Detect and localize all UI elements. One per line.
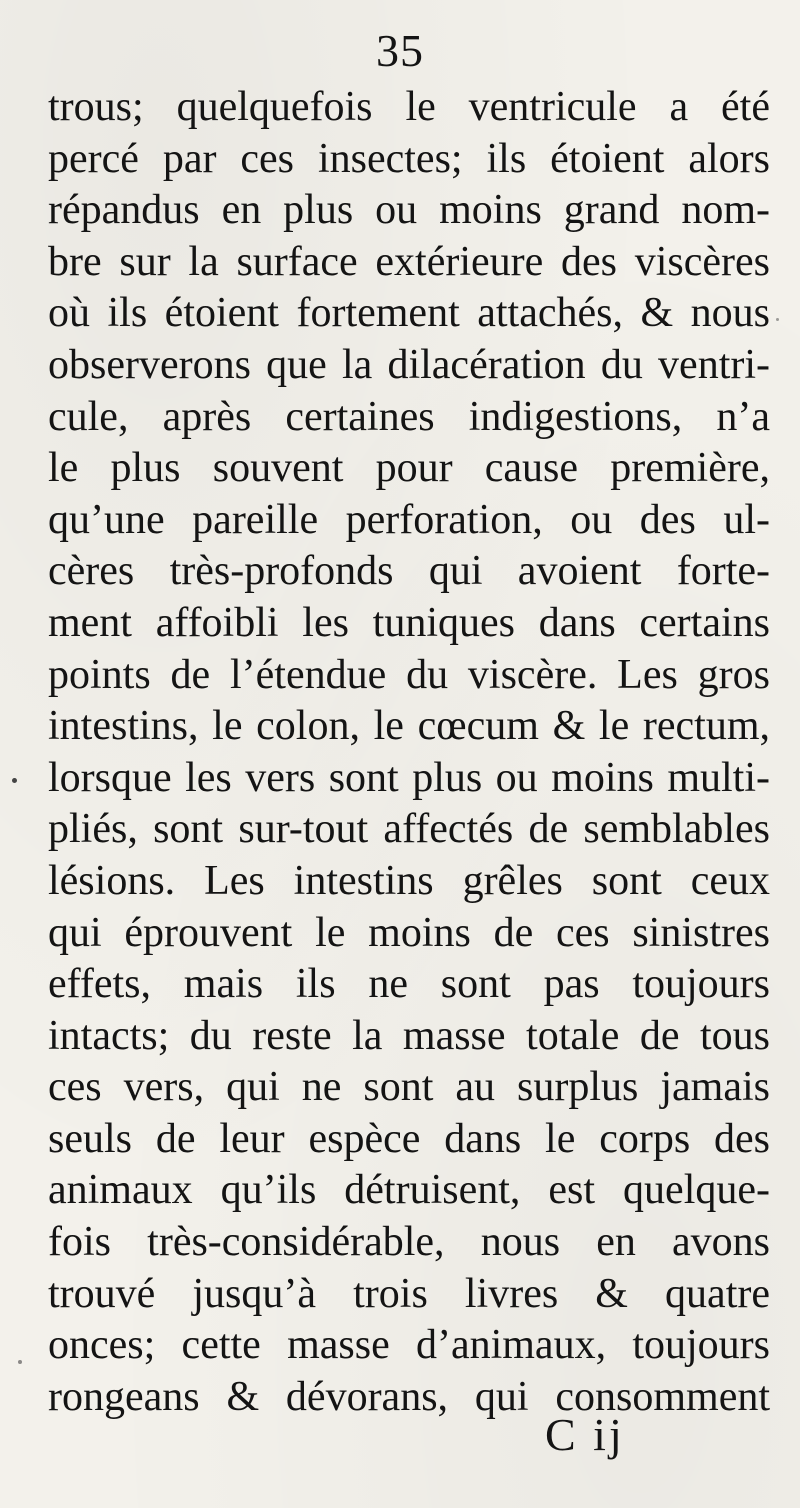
text-line: pliés, sont sur-tout affectés de semblables <box>48 806 770 853</box>
text-line: cule, après certaines indigestions, n’a <box>48 393 770 440</box>
body-text <box>48 82 770 1423</box>
text-line: qu’une pareille perforation, ou des ul- <box>48 496 770 543</box>
text-line: bre sur la surface extérieure des viscères <box>48 238 770 285</box>
text-line: cères très-profonds qui avoient forte- <box>48 548 770 595</box>
text-line: répandus en plus ou moins grand nom- <box>48 187 770 234</box>
paper-speck <box>12 778 17 783</box>
text-line: effets, mais ils ne sont pas toujours <box>48 961 770 1008</box>
text-line: observerons que la dilacération du ventri- <box>48 341 770 388</box>
text-line: onces; cette masse d’animaux, toujours <box>48 1322 770 1369</box>
paper-speck <box>18 1360 22 1364</box>
text-line: trous; quelquefois le ventricule a été <box>48 84 770 130</box>
text-line: fois très-considérable, nous en avons <box>48 1219 770 1266</box>
text-line: animaux qu’ils détruisent, est quelque- <box>48 1167 770 1214</box>
text-line: ment affoibli les tuniques dans certains <box>48 599 770 646</box>
text-line: lésions. Les intestins grêles sont ceux <box>48 857 770 904</box>
text-line: ces vers, qui ne sont au surplus jamais <box>48 1064 770 1111</box>
text-line: où ils étoient fortement attachés, & nous <box>48 290 770 337</box>
text-line: seuls de leur espèce dans le corps des <box>48 1115 770 1162</box>
text-line: le plus souvent pour cause première, <box>48 445 770 492</box>
text-line: lorsque les vers sont plus ou moins multi- <box>48 754 770 801</box>
text-line: points de l’étendue du viscère. Les gros <box>48 651 770 698</box>
text-line: percé par ces insectes; ils étoient alors <box>48 135 770 182</box>
text-line: intacts; du reste la masse totale de tous <box>48 1012 770 1059</box>
page-number: 35 <box>376 25 424 76</box>
text-line: qui éprouvent le moins de ces sinistres <box>48 909 770 956</box>
signature-mark: C ij <box>545 1409 625 1460</box>
text-line: trouvé jusqu’à trois livres & quatre <box>48 1270 770 1317</box>
text-line: intestins, le colon, le cœcum & le rectum, <box>48 703 770 750</box>
text-line: rongeans & dévorans, qui consomment <box>48 1373 770 1420</box>
paper-speck <box>776 318 779 321</box>
